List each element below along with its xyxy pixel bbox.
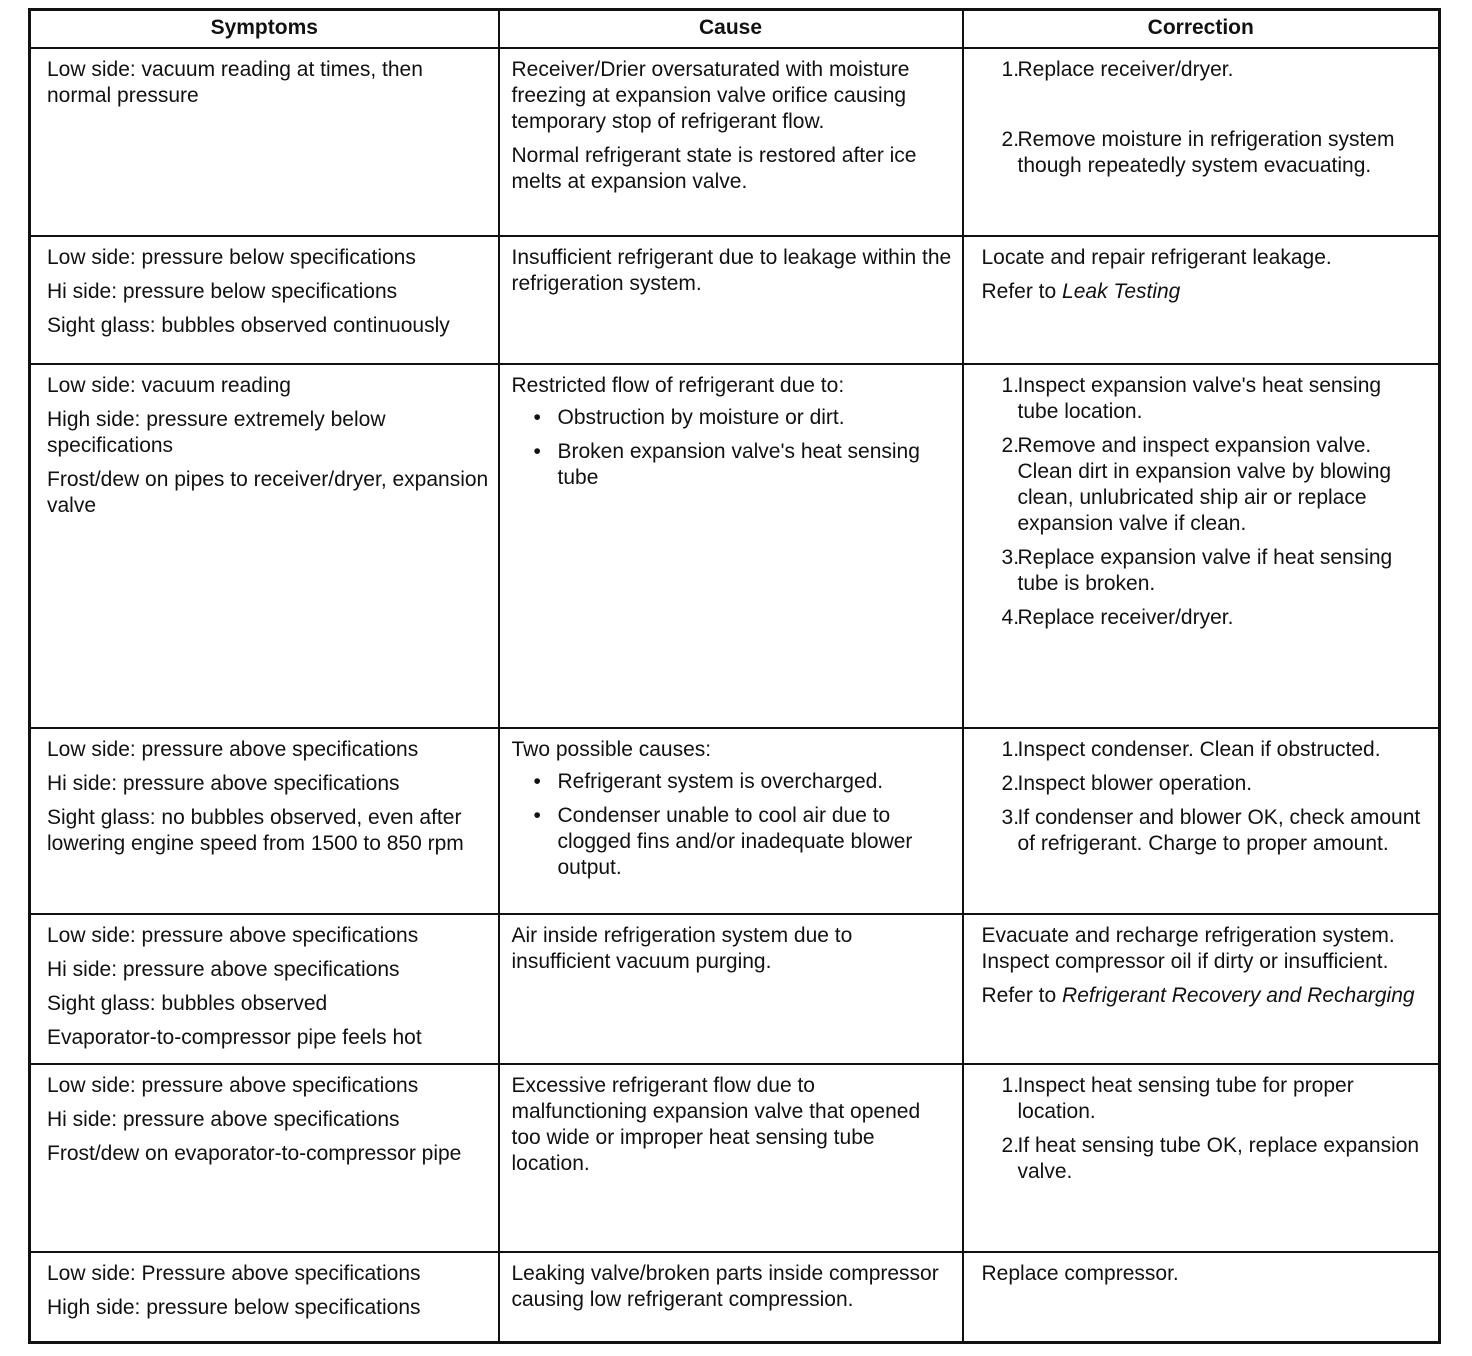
symptom-line: Sight glass: bubbles observed (47, 992, 328, 1015)
cause-text: Excessive refrigerant flow due to malfunctioning expansion valve that opened too wide or improper heat sensing tube location. (511, 1074, 921, 1175)
correction-step: 4 . Replace receiver/dryer. (982, 605, 1431, 631)
correction-steps (982, 737, 1431, 857)
cause-bullet: • Broken expansion valve's heat sensing tube (512, 439, 954, 491)
symptoms-cell (30, 364, 499, 728)
cause-text: Receiver/Drier oversaturated with moisture freezing at expansion valve orifice causing temporary stop of refrigerant flow. (511, 58, 910, 133)
symptom-line: Low side: Pressure above specifications (47, 1262, 421, 1285)
correction-step: 1 . Inspect expansion valve's heat sensing tube location. (982, 373, 1431, 425)
cause-bullets (512, 405, 954, 491)
symptoms-cell (30, 236, 499, 364)
correction-step: 2 . Inspect blower operation. (982, 771, 1431, 797)
symptom-line: Low side: vacuum reading at times, then normal pressure (47, 58, 423, 107)
correction-step: 1 . Replace receiver/dryer. (982, 57, 1431, 83)
symptoms-cell (30, 48, 499, 236)
correction-text: Replace compressor. (981, 1262, 1179, 1285)
cause-cell (499, 728, 963, 914)
symptom-line: Low side: pressure below specifications (47, 246, 416, 269)
troubleshooting-table (28, 8, 1441, 1344)
cause-intro: Two possible causes: (511, 738, 712, 761)
correction-refer: Refer to Refrigerant Recovery and Recharging (981, 984, 1415, 1007)
cause-cell (499, 1064, 963, 1252)
table-row (30, 728, 1440, 914)
cause-text: Air inside refrigeration system due to insufficient vacuum purging. (511, 924, 853, 973)
symptom-line: Hi side: pressure below specifications (47, 280, 398, 303)
header-cause: Cause (499, 10, 963, 49)
correction-step: 1 . Inspect condenser. Clean if obstructed. (982, 737, 1431, 763)
symptom-line: High side: pressure extremely below specifications (47, 408, 386, 457)
cause-cell (499, 1252, 963, 1342)
header-correction: Correction (963, 10, 1440, 49)
symptom-line: Sight glass: bubbles observed continuously (47, 314, 450, 337)
cause-text: Normal refrigerant state is restored after ice melts at expansion valve. (511, 144, 917, 193)
symptom-line: Frost/dew on pipes to receiver/dryer, expansion valve (47, 468, 489, 517)
correction-step: 1 . Inspect heat sensing tube for proper location. (982, 1073, 1431, 1125)
correction-text: Evacuate and recharge refrigeration system. Inspect compressor oil if dirty or insufficient. (981, 924, 1395, 973)
symptom-line: Evaporator-to-compressor pipe feels hot (47, 1026, 422, 1049)
correction-refer: Refer to Leak Testing (981, 280, 1181, 303)
cause-bullet: • Refrigerant system is overcharged. (512, 769, 954, 795)
cause-cell (499, 914, 963, 1064)
cause-bullet: • Obstruction by moisture or dirt. (512, 405, 954, 431)
correction-cell (963, 48, 1440, 236)
cause-text: Leaking valve/broken parts inside compressor causing low refrigerant compression. (511, 1262, 939, 1311)
table-row (30, 1064, 1440, 1252)
correction-steps (982, 57, 1431, 179)
symptom-line: Frost/dew on evaporator-to-compressor pipe (47, 1142, 462, 1165)
symptom-line: Low side: pressure above specifications (47, 738, 419, 761)
cause-cell (499, 364, 963, 728)
cause-intro: Restricted flow of refrigerant due to: (511, 374, 845, 397)
correction-step: 2 . Remove moisture in refrigeration system though repeatedly system evacuating. (982, 127, 1431, 179)
symptoms-cell (30, 1252, 499, 1342)
symptoms-cell (30, 728, 499, 914)
table-row (30, 364, 1440, 728)
correction-cell (963, 364, 1440, 728)
table-row (30, 1252, 1440, 1342)
correction-cell (963, 728, 1440, 914)
refer-title: Leak Testing (1062, 280, 1181, 303)
correction-cell (963, 914, 1440, 1064)
symptom-line: Low side: pressure above specifications (47, 1074, 419, 1097)
correction-step: 2 . Remove and inspect expansion valve. Clean dirt in expansion valve by blowing clean, unlubricated ship air or replace expansion valve if clean. (982, 433, 1431, 537)
cause-text: Insufficient refrigerant due to leakage within the refrigeration system. (511, 246, 952, 295)
header-row (30, 10, 1440, 49)
symptom-line: Hi side: pressure above specifications (47, 772, 400, 795)
correction-text: Locate and repair refrigerant leakage. (981, 246, 1332, 269)
symptom-line: Sight glass: no bubbles observed, even after lowering engine speed from 1500 to 850 rpm (47, 806, 464, 855)
correction-step: 2 . If heat sensing tube OK, replace expansion valve. (982, 1133, 1431, 1185)
symptom-line: Low side: pressure above specifications (47, 924, 419, 947)
correction-step: 3 . Replace expansion valve if heat sensing tube is broken. (982, 545, 1431, 597)
correction-cell (963, 236, 1440, 364)
symptoms-cell (30, 1064, 499, 1252)
header-symptoms: Symptoms (30, 10, 499, 49)
correction-step: 3 . If condenser and blower OK, check amount of refrigerant. Charge to proper amount. (982, 805, 1431, 857)
table-row (30, 236, 1440, 364)
symptom-line: High side: pressure below specifications (47, 1296, 421, 1319)
symptom-line: Hi side: pressure above specifications (47, 1108, 400, 1131)
table-row (30, 914, 1440, 1064)
correction-steps (982, 373, 1431, 631)
table-row (30, 48, 1440, 236)
symptoms-cell (30, 914, 499, 1064)
cause-bullet: • Condenser unable to cool air due to clogged fins and/or inadequate blower output. (512, 803, 954, 881)
symptom-line: Hi side: pressure above specifications (47, 958, 400, 981)
correction-steps (982, 1073, 1431, 1185)
refer-title: Refrigerant Recovery and Recharging (1062, 984, 1415, 1007)
cause-cell (499, 236, 963, 364)
cause-cell (499, 48, 963, 236)
cause-bullets (512, 769, 954, 881)
symptom-line: Low side: vacuum reading (47, 374, 291, 397)
correction-cell (963, 1252, 1440, 1342)
correction-cell (963, 1064, 1440, 1252)
